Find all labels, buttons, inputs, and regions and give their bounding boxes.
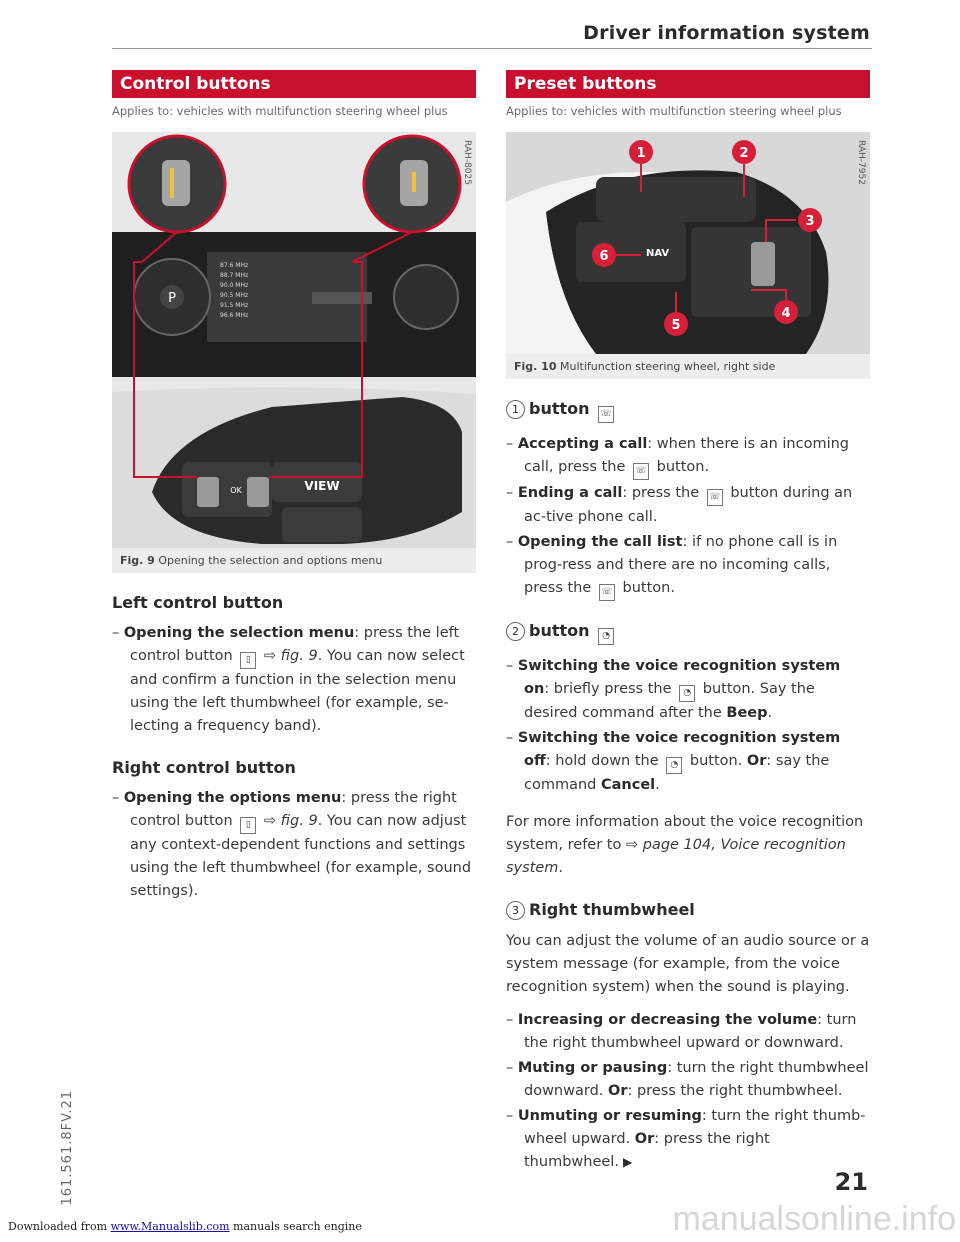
caption-label: Fig. 10 [514,360,557,373]
caption-label: Fig. 9 [120,554,155,567]
steering-wheel-right-illustration [506,132,870,354]
svg-text:90.5 MHz: 90.5 MHz [220,292,249,299]
svg-text:91.5 MHz: 91.5 MHz [220,302,249,309]
callout-4: 4 [781,306,791,321]
phone-icon: ☏ [598,406,614,423]
callout-2: 2 [739,146,749,161]
callout-5: 5 [671,318,681,333]
section-title-control-buttons: Control buttons [112,70,476,98]
figure-caption [506,354,870,379]
heading-button-1: 1 button ☏ [506,399,870,423]
heading-left-control-button: Left control button [112,593,284,612]
list-item: – Unmuting or resuming: turn the right thumb-wheel upward. Or: press the right thumbwheel. ▶ [506,1108,866,1170]
svg-text:90.0 MHz: 90.0 MHz [220,282,249,289]
figure-code: RAH-7952 [856,140,866,185]
phone-icon: ☏ [707,489,723,506]
list-item: – Ending a call: press the ☏ button during an ac-tive phone call. [506,485,853,525]
page-number: 21 [834,1168,868,1196]
heading-right-control-button: Right control button [112,758,296,777]
callout-6: 6 [599,249,609,264]
heading-button-2: 2 button ◔ [506,621,870,645]
voice-icon: ◔ [679,685,695,702]
applies-note: Applies to: vehicles with multifunction steering wheel plus [506,104,842,118]
phone-icon: ☏ [633,463,649,480]
right-control-button-icon: ▯ [240,817,256,834]
svg-text:88.7 MHz: 88.7 MHz [220,272,249,279]
svg-text:87.6 MHz: 87.6 MHz [220,262,249,269]
heading-right-thumbwheel: 3 Right thumbwheel [506,900,870,920]
thumbwheel-intro: You can adjust the volume of an audio source or a system message (for example, from the voice recognition system) when the sound is playing. [506,933,870,995]
list-item: – Opening the selection menu: press the left control button ▯ ⇨ fig. 9. You can now select and confirm a function in the selection menu using the left thumbwheel (for example, se-lecting a frequency band). [112,625,465,734]
section-title-preset-buttons: Preset buttons [506,70,870,98]
page-ref-link[interactable]: ⇨ page 104, Voice recognition system [506,837,846,876]
watermark: manualsonline.info [672,1200,956,1238]
right-column [506,70,870,1176]
figure-caption [112,548,476,573]
manualslib-link[interactable]: www.Manualslib.com [110,1220,230,1233]
header-rule [112,48,872,49]
fig-ref[interactable]: ⇨ fig. 9 [263,648,318,664]
voice-recognition-paragraph: For more information about the voice recognition system, refer to ⇨ page 104, Voice recognition system. [506,814,864,876]
fig-ref[interactable]: ⇨ fig. 9 [263,813,318,829]
callout-1: 1 [636,146,646,161]
svg-text:P: P [168,291,176,306]
number-circle: 1 [506,400,525,419]
nav-label: NAV [646,248,670,259]
list-item: – Accepting a call: when there is an incoming call, press the ☏ button. [506,433,870,480]
document-code: 161.561.8FV.21 [60,1090,75,1206]
voice-icon: ◔ [598,628,614,645]
view-label: VIEW [304,479,340,493]
continue-arrow-icon: ▶ [622,1155,633,1169]
ok-label: OK [230,486,242,495]
list-item: – Switching the voice recognition system off: hold down the ◔ button. Or: say the command Cancel. [506,730,841,793]
list-item: – Opening the options menu: press the right control button ▯ ⇨ fig. 9. You can now adjust any context-dependent functions and settings using the left thumbwheel (for example, sound settings). [112,790,472,899]
figure-code: RAH-8025 [462,140,472,185]
number-circle: 2 [506,622,525,641]
callout-3: 3 [805,214,815,229]
caption-text: Multifunction steering wheel, right side [559,360,776,373]
steering-wheel-left-illustration [112,132,476,548]
list-item: – Muting or pausing: turn the right thumbwheel downward. Or: press the right thumbwheel. [506,1060,869,1099]
number-circle: 3 [506,901,525,920]
phone-icon: ☏ [599,584,615,601]
figure-10 [506,132,870,379]
voice-icon: ◔ [666,757,682,774]
page-header-title: Driver information system [583,22,870,44]
applies-note: Applies to: vehicles with multifunction steering wheel plus [112,104,448,118]
footer: Downloaded from www.Manualslib.com manuals search engine [8,1220,362,1233]
list-item: – Switching the voice recognition system on: briefly press the ◔ button. Say the desired command after the Beep. [506,658,841,721]
caption-text: Opening the selection and options menu [158,554,383,567]
figure-9 [112,132,476,573]
list-item: – Opening the call list: if no phone call is in prog-ress and there are no incoming calls, press the ☏ button. [506,531,870,601]
list-item: – Increasing or decreasing the volume: turn the right thumbwheel upward or downward. [506,1012,857,1051]
svg-text:96.6 MHz: 96.6 MHz [220,312,249,319]
left-column [112,70,476,905]
left-control-button-icon: ▯ [240,652,256,669]
